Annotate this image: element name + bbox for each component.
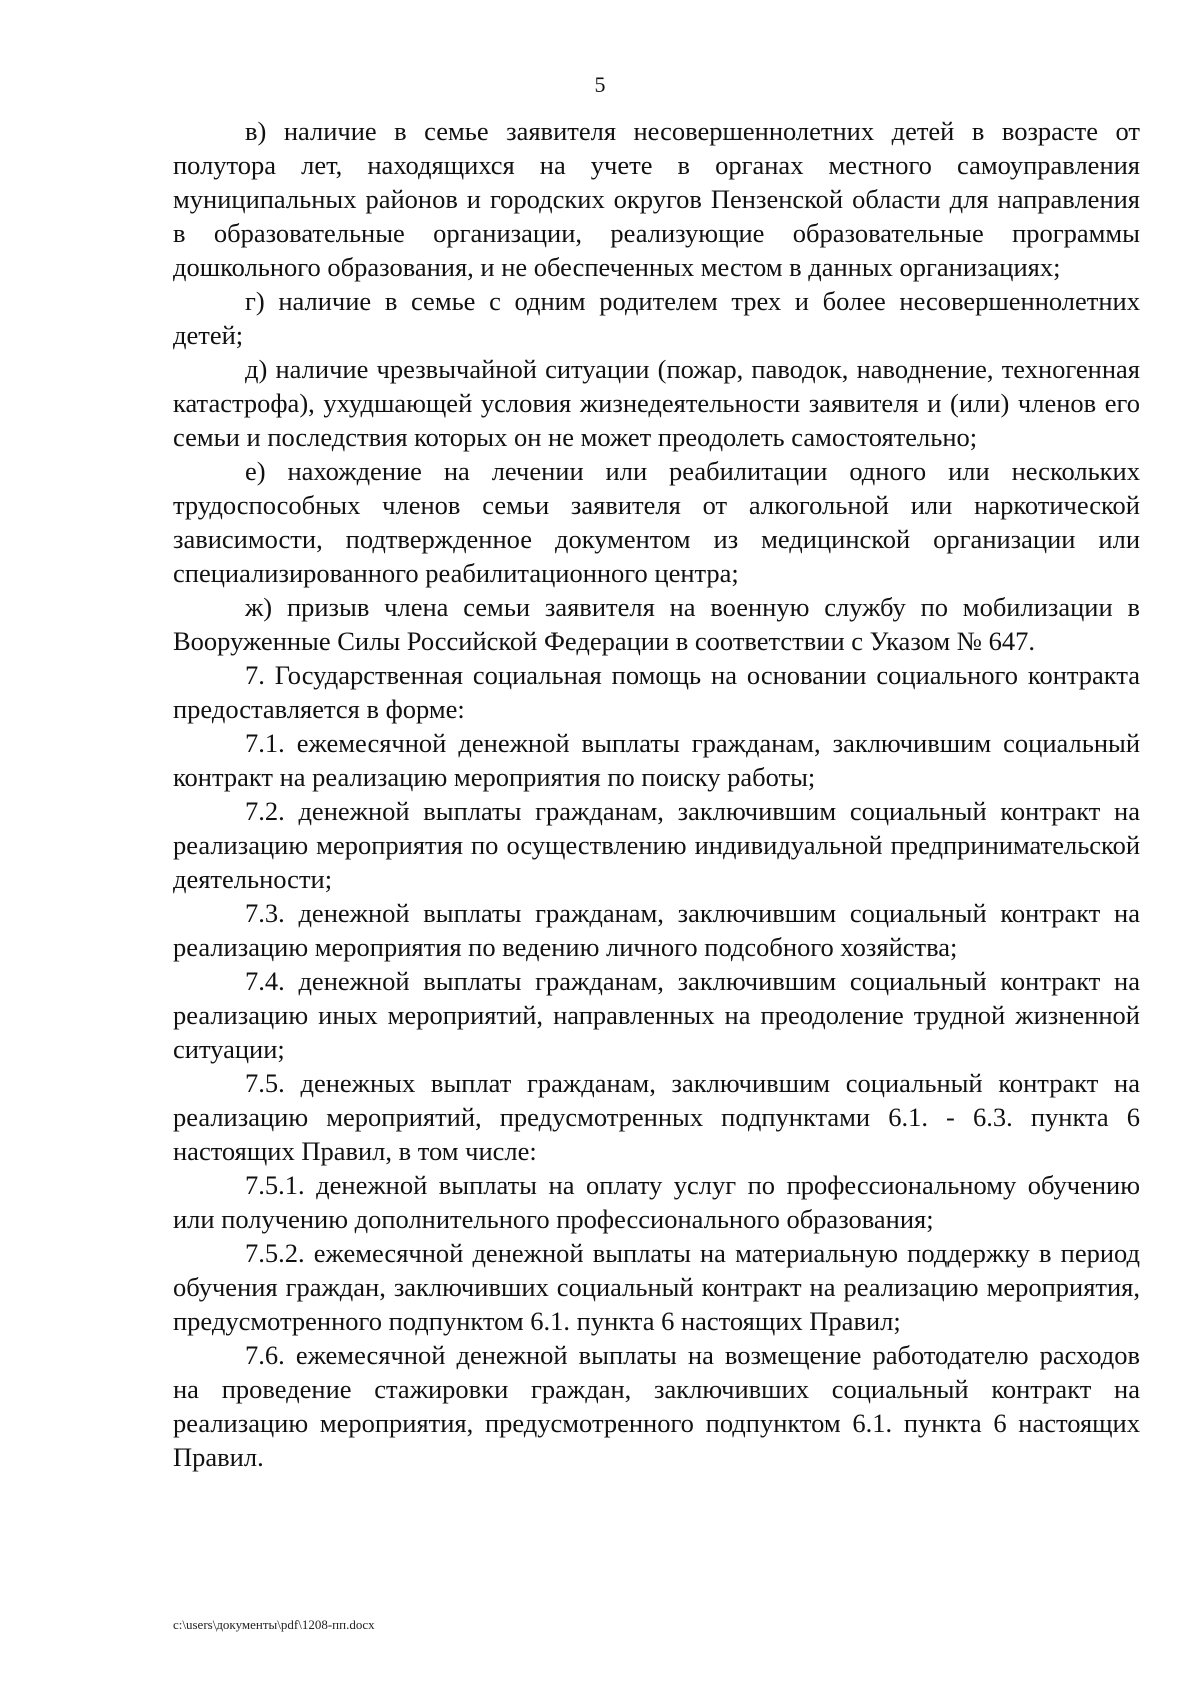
paragraph: е) нахождение на лечении или реабилитации одного или нескольких трудоспособных членов семьи заявителя от алкогольной или наркотической зависимости, подтвержденное документом из медицинской организации или специализированного реабилитационного центра;: [173, 456, 1140, 588]
paragraph: д) наличие чрезвычайной ситуации (пожар, паводок, наводнение, техногенная катастрофа), ухудшающей условия жизнедеятельности заявителя и (или) членов его семьи и последствия которых он не может преодолеть самостоятельно;: [173, 354, 1140, 452]
paragraph: 7.3. денежной выплаты гражданам, заключившим социальный контракт на реализацию мероприятия по ведению личного подсобного хозяйства;: [173, 898, 1140, 962]
paragraph: 7.2. денежной выплаты гражданам, заключившим социальный контракт на реализацию мероприятия по осуществлению индивидуальной предпринимательской деятельности;: [173, 796, 1140, 894]
paragraph: в) наличие в семье заявителя несовершеннолетних детей в возрасте от полутора лет, находящихся на учете в органах местного самоуправления муниципальных районов и городских округов Пензенской области для направления в образовательные организации, реализующие образовательные программы дошкольного образования, и не обеспеченных местом в данных организациях;: [173, 116, 1140, 282]
document-body: [173, 114, 1140, 1474]
paragraph: 7.5.2. ежемесячной денежной выплаты на материальную поддержку в период обучения граждан, заключивших социальный контракт на реализацию мероприятия, предусмотренного подпунктом 6.1. пункта 6 настоящих Правил;: [173, 1238, 1140, 1336]
paragraph: 7.5. денежных выплат гражданам, заключившим социальный контракт на реализацию мероприятий, предусмотренных подпунктами 6.1. - 6.3. пункта 6 настоящих Правил, в том числе:: [173, 1068, 1140, 1166]
paragraph: 7.6. ежемесячной денежной выплаты на возмещение работодателю расходов на проведение стажировки граждан, заключивших социальный контракт на реализацию мероприятия, предусмотренного подпунктом 6.1. пункта 6 настоящих Правил.: [173, 1340, 1140, 1472]
file-path-footer: c:\users\документы\pdf\1208-пп.docx: [173, 1617, 375, 1632]
page-number: 5: [594, 72, 606, 97]
paragraph: г) наличие в семье с одним родителем трех и более несовершеннолетних детей;: [173, 286, 1140, 350]
paragraph: ж) призыв члена семьи заявителя на военную службу по мобилизации в Вооруженные Силы Российской Федерации в соответствии с Указом № 647.: [173, 592, 1140, 656]
paragraph: 7. Государственная социальная помощь на основании социального контракта предоставляется в форме:: [173, 660, 1140, 724]
paragraph: 7.5.1. денежной выплаты на оплату услуг по профессиональному обучению или получению дополнительного профессионального образования;: [173, 1170, 1140, 1234]
paragraph: 7.4. денежной выплаты гражданам, заключившим социальный контракт на реализацию иных мероприятий, направленных на преодоление трудной жизненной ситуации;: [173, 966, 1140, 1064]
paragraph: 7.1. ежемесячной денежной выплаты гражданам, заключившим социальный контракт на реализацию мероприятия по поиску работы;: [173, 728, 1140, 792]
